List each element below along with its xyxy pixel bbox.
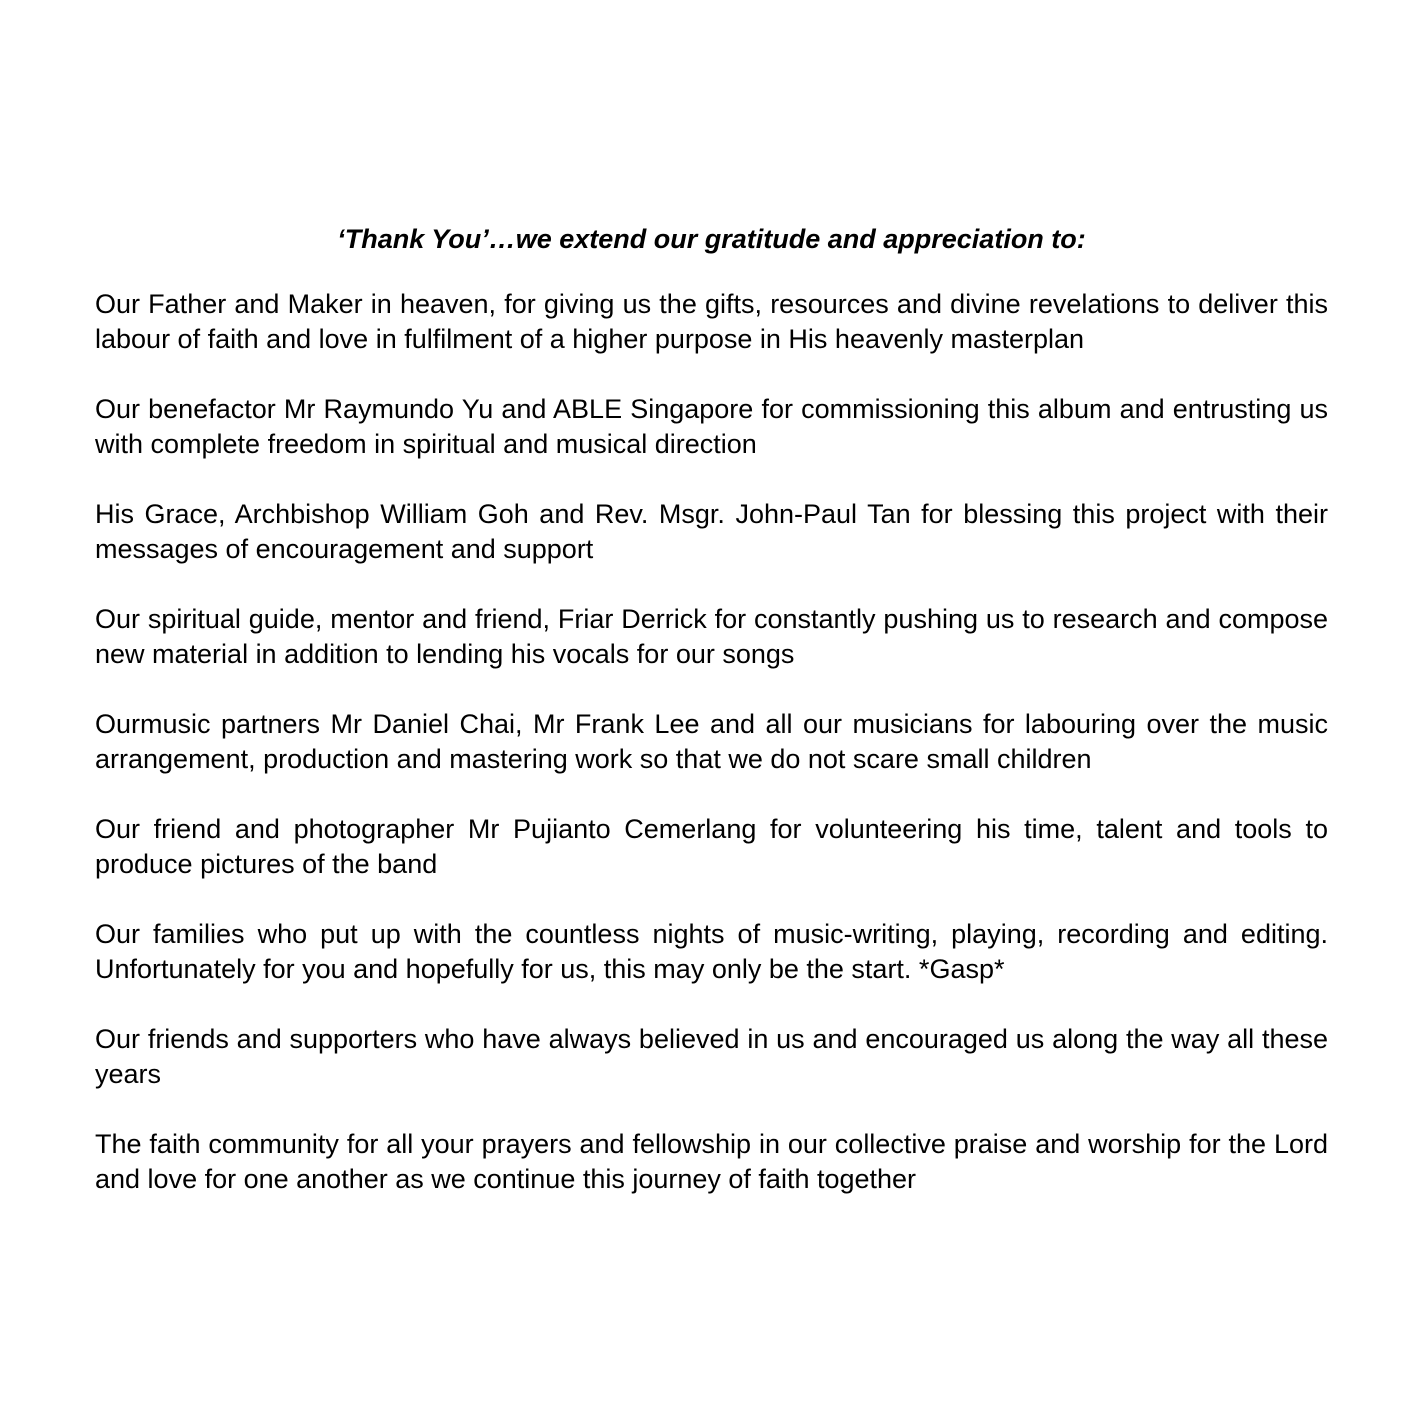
thanks-paragraph-god: Our Father and Maker in heaven, for giving us the gifts, resources and divine revelations to deliver this labour of faith and love in fulfilment of a higher purpose in His heavenly masterplan <box>95 289 1328 354</box>
thanks-paragraph-photographer: Our friend and photographer Mr Pujianto Cemerlang for volunteering his time, talent and tools to produce pictures of the band <box>95 814 1328 879</box>
acknowledgements-page <box>95 222 1328 1232</box>
thanks-paragraph-benefactor: Our benefactor Mr Raymundo Yu and ABLE Singapore for commissioning this album and entrusting us with complete freedom in spiritual and musical direction <box>95 394 1328 459</box>
thanks-paragraph-community: The faith community for all your prayers and fellowship in our collective praise and worship for the Lord and love for one another as we continue this journey of faith together <box>95 1129 1328 1194</box>
thanks-paragraph-music-partners: Ourmusic partners Mr Daniel Chai, Mr Frank Lee and all our musicians for labouring over the music arrangement, production and mastering work so that we do not scare small children <box>95 709 1328 774</box>
thanks-paragraph-friends: Our friends and supporters who have always believed in us and encouraged us along the way all these years <box>95 1024 1328 1089</box>
thanks-paragraph-families: Our families who put up with the countless nights of music-writing, playing, recording and editing. Unfortunately for you and hopefully for us, this may only be the start. *Gasp* <box>95 919 1328 984</box>
thanks-paragraph-clergy: His Grace, Archbishop William Goh and Rev. Msgr. John-Paul Tan for blessing this project with their messages of encouragement and support <box>95 499 1328 564</box>
thanks-paragraph-spiritual-guide: Our spiritual guide, mentor and friend, Friar Derrick for constantly pushing us to research and compose new material in addition to lending his vocals for our songs <box>95 604 1328 669</box>
page-heading: ‘Thank You’…we extend our gratitude and appreciation to: <box>337 224 1086 254</box>
